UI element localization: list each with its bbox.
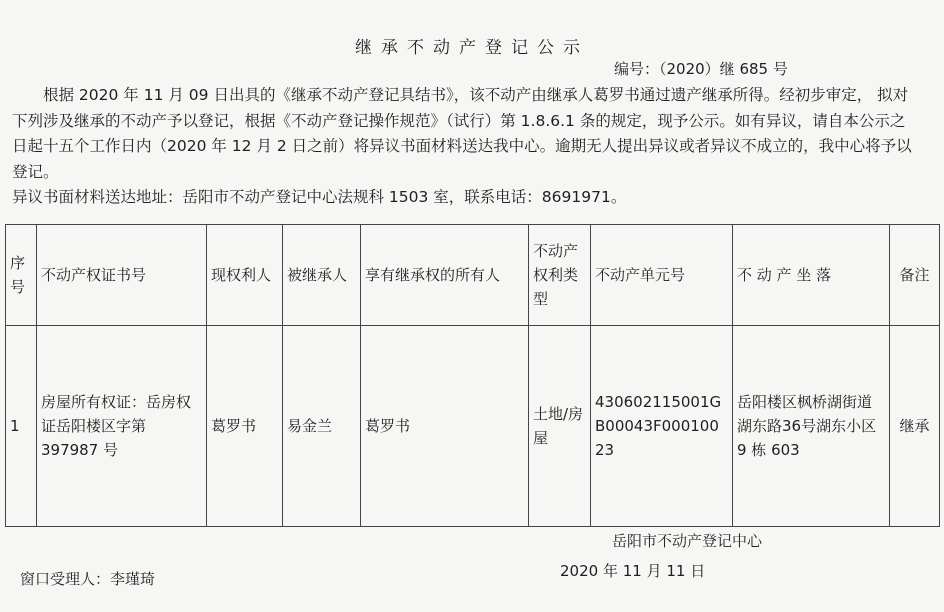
col-header-decedent: 被继承人 bbox=[283, 225, 361, 326]
window-clerk: 窗口受理人：李瑾琦 bbox=[20, 570, 156, 588]
col-header-location: 不 动 产 坐 落 bbox=[733, 225, 890, 326]
col-header-cert-number: 不动产权证书号 bbox=[37, 225, 207, 326]
property-table bbox=[5, 224, 940, 527]
document-number: 编号：（2020）继 685 号 bbox=[614, 60, 788, 78]
table-header-row bbox=[6, 225, 940, 326]
table-row bbox=[6, 326, 940, 527]
cell-remarks: 继承 bbox=[890, 326, 940, 527]
cell-index: 1 bbox=[6, 326, 37, 527]
col-header-right-type: 不动产权利类型 bbox=[529, 225, 591, 326]
col-header-unit-number: 不动产单元号 bbox=[591, 225, 733, 326]
col-header-heirs: 享有继承权的所有人 bbox=[361, 225, 529, 326]
cell-cert-number: 房屋所有权证：岳房权证岳阳楼区字第 397987 号 bbox=[37, 326, 207, 527]
col-header-remarks: 备注 bbox=[890, 225, 940, 326]
issuing-organization: 岳阳市不动产登记中心 bbox=[612, 532, 763, 550]
page-title: 继承不动产登记公示 bbox=[355, 38, 589, 58]
notice-body bbox=[12, 83, 917, 211]
objection-address: 异议书面材料送达地址：岳阳市不动产登记中心法规科 1503 室，联系电话：8691971。 bbox=[12, 188, 627, 206]
cell-current-holder: 葛罗书 bbox=[207, 326, 283, 527]
cell-decedent: 易金兰 bbox=[283, 326, 361, 527]
col-header-current-holder: 现权利人 bbox=[207, 225, 283, 326]
notice-paragraph: 根据 2020 年 11 月 09 日出具的《继承不动产登记具结书》，该不动产由继承人葛罗书通过遗产继承所得。经初步审定， 拟对下列涉及继承的不动产予以登记，根据《不动产登记操作规范》（试行）第 1.8.6.1 条的规定，现予公示。如有异议，请自本公示之日起十五个工作日内（2020 年 12 月 2 日之前）将异议书面材料送达我中心。逾期无人提出异议或者异议不成立的，我中心将予以登记。 bbox=[12, 86, 912, 181]
cell-unit-number: 430602115001GB00043F00010023 bbox=[591, 326, 733, 527]
col-header-index: 序号 bbox=[6, 225, 37, 326]
cell-location: 岳阳楼区枫桥湖街道湖东路36号湖东小区 9 栋 603 bbox=[733, 326, 890, 527]
cell-heirs: 葛罗书 bbox=[361, 326, 529, 527]
cell-right-type: 土地/房屋 bbox=[529, 326, 591, 527]
issue-date: 2020 年 11 月 11 日 bbox=[560, 562, 706, 580]
